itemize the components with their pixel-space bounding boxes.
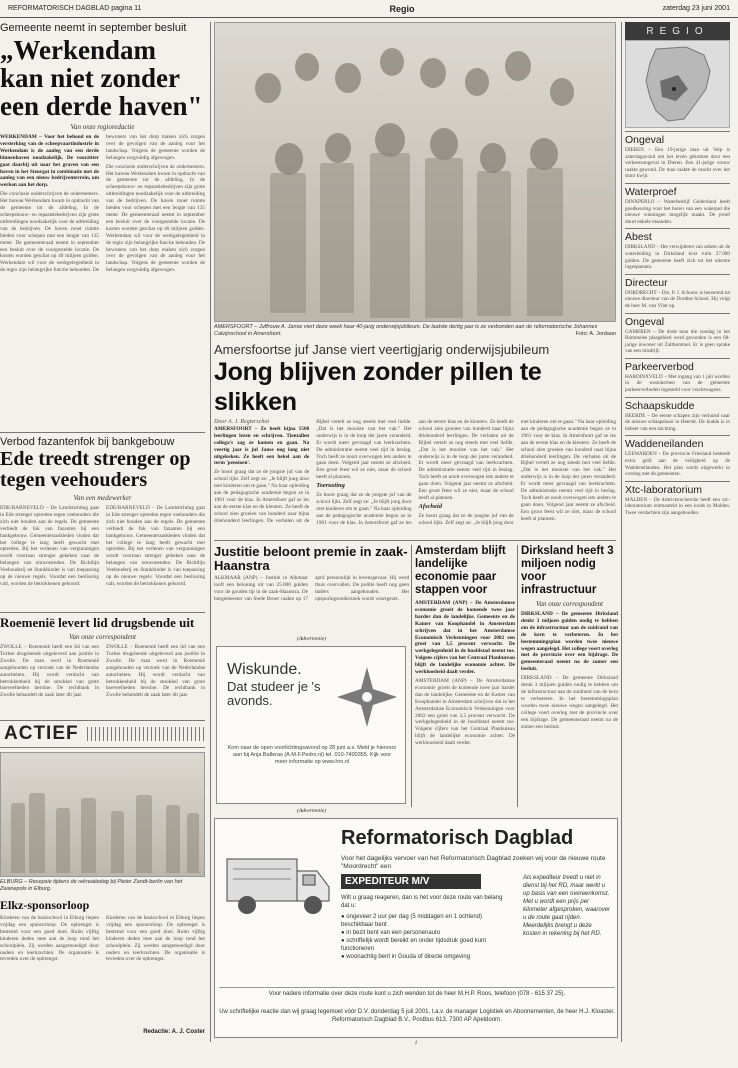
sidebar-item [625,481,730,517]
article-headline: Roemenië levert lid drugsbende uit [0,615,195,630]
sidebar-item-title: Waterproef [625,183,730,198]
article-headline: „Werkendam kan niet zonder een derde haven" [0,35,203,121]
sidebar-item-title: Directeur [625,274,730,289]
article-lead: WERKENDAM – Voor het behoud en de versterking van de scheepvaartindustrie in Werkendam is de aanleg van een derde binnenhaven noodzakelijk. De voorzitter gaat daarbij uit naar het graven van een haven in het Steurgat in combinatie met de aanleg van een nieuw bedrijventerrein, om werken aan het dorp. [0,134,99,189]
sidebar-item-body: DIEREN – Een 19-jarige man uit Velp is zaterdagavond om het leven gekomen door een verkeersongeval in Dieren. Een 41-jarige vrouw raakte gewond. De man raakte de macht over het stuur kwijt. [625,147,730,180]
sidebar-item-body: LEEWARDEN – De provincie Friesland besteedt extra geld aan de veiligheid op de Waddeneilanden. Het plan wordt uitgewerkt in overleg met de gemeenten. [625,451,730,478]
article-body: EDE/BARNEVELD – De Landstichting gaat in Ede strenger optreden tegen veehouders die zich niet houden aan de regels. De gemeente verbiedt de fok van fazanten bij een bankgebouw. Gemeenteraadsleden vinden dat het college te lang heeft gewacht met optreden. Bij het verlenen van vergunningen wordt voortaan strenger gekeken naar de belangen van omwonenden. De Richtlijn Veehouderij en Stankhinder is van toepassing op de nieuwe regels. Voordat een beslissing valt, worden de betrokkenen gehoord. [0,505,99,587]
sidebar-item-title: Ongeval [625,131,730,146]
sidebar-item [625,313,730,355]
article-haanstra [214,545,409,635]
divider [214,540,616,541]
photo-caption: ELBURG – Recepsie tijdens de rekreatiedag bij Pieter Zandt-berlin van het Zwanepols in Elburg. [0,879,183,892]
article-body: AMSTERDAM (ANP) – De Amsterdamse economie groeit de komende twee jaar harder dan de landelijke. Gemeente en de Kamer van Koophandel in Amsterdam schrijven dat in het Amsterdamse Economisch Verkenningen voor 2002 een groei van 3,5 procent verwacht. De werkgelegenheid in de hoofdstad neemt toe. Volgens cijfers van het Centraal Planbureau blijft de landelijke economie achter. De werkloosheid daalt verder. [415,600,515,676]
sidebar-item-title: Ongeval [625,313,730,328]
article-kicker: Verbod fazantenfok bij bankgebouw [0,436,175,448]
star-shape-icon [335,665,399,729]
ad-brand: ACTIEF [4,723,79,744]
map-netherlands [625,40,730,128]
sidebar-item [625,435,730,477]
delivery-van-icon [219,829,337,929]
ad-reformatorisch-dagblad[interactable] [214,818,618,1038]
article-body-2: Kinderen van de basisschool in Elburg liepen vrijdag een sponsorloop. De opbrengst is bestemd voor een goed doel. Ruim vijftig kinderen deden mee aan de loop rond het schoolplein. Zij werden aangemoedigd door ouders en leerkrachten. De organisatie is tevreden over de opbrengst. [106,915,205,963]
ad-bullet-3: ● schriftelijk wordt bereikt en onder tijdsdruk goed kunt functioneren [341,938,487,952]
ad-label: (Advertentie) [296,808,326,814]
sidebar-item-title: Parkeerverbod [625,358,730,373]
ad-job-title: EXPEDITEUR M/V [341,874,481,889]
article-headline: Elkz-sponsorloop [0,898,90,912]
article-byline: Van onze regioredactie [70,123,135,131]
header-date: zaterdag 23 juni 2001 [662,5,730,12]
ad-bullet-4: ● woonachtig bent in Gouda of directe omgeving [341,954,471,960]
header-section: Regio [389,3,415,14]
photo-main-caption [214,324,616,338]
page-number: 1 [414,1040,418,1046]
ad-apply: Uw schriftelijke reactie dan wij graag tegemoet vóór D.V. donderdag 5 juli 2001, t.a.v. de manager Logistiek en Abonnementen, de heer H.J. Kloaster, Reformatorisch Dagblad B.V., Postbus 613, 7300 AP Apeldoorn. [219,1009,615,1023]
sidebar-item-body: DORDRECHT – Drs. P. J. Schouw is benoemd tot nieuwe directeur van de Dordtse School. Hij volgt de heer M. van Vliet op. [625,289,730,309]
article-headline: Jong blijven zonder pillen te slikken [214,358,542,416]
netherlands-map-icon [626,41,729,127]
article-amsterdam [415,545,515,805]
editor-credit: Redactie: A. J. Coster [143,1029,205,1035]
article-body-2: AMSTERDAM (ANP) – De Amsterdamse economie groeit de komende twee jaar harder dan de landelijke. Gemeente en de Kamer van Koophandel in Amsterdam schrijven dat in het Amsterdamse Economisch Verkenningen voor 2002 een groei van 3,5 procent verwacht. De werkgelegenheid in de hoofdstad neemt toe. Volgens cijfers van het Centraal Planbureau blijft de landelijke economie achter. De werkloosheid daalt verder. [415,677,515,747]
article-body-2: Ze hoort graag dat ze de jongste juf van de school lijkt. Zelf zegt ze: „Je blijft jong door met kinderen om te gaan." Na haar opleiding aan de pedagogische academie begon ze in 1961 voor de klas. In Amersfoort gaf ze les aan de eerste klas en de kleuters. Ze heeft de school zien groeien van honderd naar bijna driehonderd leerlingen. De verhalen uit de Bijbel vertelt ze nog steeds met veel liefde. „Dat is het mooiste van het vak." Het onderwijs is in de loop der jaren veranderd. Er wordt meer gevraagd van leerkrachten. De administratie neemt veel tijd in beslag. Toch heeft ze nooit overwogen iets anders te gaan doen. Volgend jaar neemt ze afscheid. Een groot feest wil ze niet, maar de school heeft al plannen. [316,419,514,526]
sidebar-banner: REGIO [625,22,730,40]
article-roemenie [0,615,205,715]
article-body: Ze hoort graag dat ze de jongste juf van de school lijkt. Zelf zegt ze: „Je blijft jong door met kinderen om te gaan." Na haar opleiding aan de pedagogische academie begon ze in 1961 voor de klas. In Amersfoort gaf ze les aan de eerste klas en de kleuters. Ze heeft de school zien groeien van honderd naar bijna driehonderd leerlingen. De verhalen uit de Bijbel vertelt ze nog steeds met veel liefde. „Dat is het mooiste van het vak." Het onderwijs is in de loop der jaren veranderd. Er wordt meer gevraagd van leerkrachten. De administratie neemt veel tijd in beslag. Toch heeft ze nooit overwogen iets anders te gaan doen. Volgend jaar neemt ze afscheid. Een groot feest wil ze niet, maar de school heeft al plannen. [214,419,412,524]
sidebar-item-title: Schaapskudde [625,397,730,412]
ad-slogan: Dat studeer je 's avonds. [227,679,321,708]
article-dirksland [521,545,618,805]
sidebar-item-body: HEERDE – De eerste schapen zijn verhuisd naar de nieuwe schaapskooi in Heerde. De kudde is in beheer van een stichting. [625,412,730,432]
ad-title: Reformatorisch Dagblad [341,827,574,849]
ad-side-note: Als expediteur treedt u niet in dienst bij het RD, maar werkt u op basis van een overeenkomst. Met u wordt een prijs per kilometer afgesproken, waarover u de route gaat rijden. Meerdelijks brengt u deze kosten in rekening bij het RD. [523,875,611,937]
sidebar-item [625,183,730,225]
article-byline: Door A. J. Regterschot [214,419,270,425]
ad-bullet-1: ● ongeveer 2 uur per dag (5 middagen en 1 ochtend) beschikbaar bent [341,914,483,928]
article-headline: Amsterdam blijft landelijke economie paar stappen voor [415,545,506,596]
article-sponsorloop [0,898,205,1040]
ad-requirements-intro: Wilt u graag reageren, dan is het voor deze route van belang dat u: [341,895,503,909]
article-body-2: ZWOLLE – Roemenië heeft een lid van een Turkse drugsbende uitgeleverd aan justitie in Zwolle. De man werd in Roemenië aangehouden op verzoek van de Nederlandse autoriteiten. Hij wordt verdacht van betrokkenheid bij de smokkel van grote hoeveelheden heroïne. De rechtbank in Zwolle behandelt de zaak later dit jaar. [106,644,205,699]
column-rule [517,545,518,807]
ad-title: Wiskunde. [227,661,302,678]
article-headline: Ede treedt strenger op tegen veehouders [0,448,191,491]
article-body-2: Die conclusie onderschrijven de ondernemers. Het bureau Werkendam kwam in opdracht van de gemeente tot de afdeling. In de scheepsbouw- en reparatiebedrijven zijn grote uitbreidingen noodzakelijk voor de uitbreiding van de bedrijven. De haven moet ruimte bieden voor schepen met een lengte van 135 meter. De gemeenteraad neemt in september een besluit over de voorgestelde locatie. De kosten worden geschat op 40 miljoen gulden. Werkendam wil voor de werkgelegenheid in de regio zijn belangrijke functie behouden. De bewoners van het dorp maken zich zorgen over de gevolgen van de aanleg voor het landschap. Volgens de gemeente worden de belangen zorgvuldig afgewogen. [106,163,205,274]
ad-bullet-2: ● in bezit bent van een personenauto [341,930,441,936]
article-body: DIRKSLAND – De gemeente Dirksland denkt 3 miljoen gulden nodig te hebben om de infrastructuur aan de zuidrand van de kern te verbeteren. In het bestemmingsplan worden twee nieuwe wegen aangelegd. Het college voert overleg met de provincie over een bijdrage. De gemeenteraad neemt na de zomer een besluit. [521,611,618,673]
article-werkendam [0,22,205,427]
ad-body: Kom naar de open voorlichtingsavond op 28 juni a.s. Meld je hiervoor aan bij Anja Balleras (A.M.F.Pedro.nl) tel. 010-7400355. Kijk voor meer informatie op www.hro.nl [227,745,397,765]
article-body-2: EDE/BARNEVELD – De Landstichting gaat in Ede strenger optreden tegen veehouders die zich niet houden aan de regels. De gemeente verbiedt de fok van fazanten bij een bankgebouw. Gemeenteraadsleden vinden dat het college te lang heeft gewacht met optreden. Bij het verlenen van vergunningen wordt voortaan strenger gekeken naar de belangen van omwonenden. De Richtlijn Veehouderij en Stankhinder is van toepassing op de nieuwe regels. Voordat een beslissing valt, worden de betrokkenen gehoord. [106,505,205,587]
page-header [0,0,738,18]
article-byline: Van onze correspondent [535,600,603,608]
sidebar-regio [625,22,730,1022]
sidebar-item-title: Waddeneilanden [625,435,730,450]
article-headline: Justitie beloont premie in zaak-Haanstra [214,545,408,573]
column-rule [621,22,622,1042]
ad-label: (Advertentie) [296,636,326,642]
divider [0,612,205,613]
sidebar-item-title: Abest [625,228,730,243]
sidebar-item-body: MALDEN – De districtsrecherche heeft een xtc-laboratorium ontmanteld in een loods in Malden. Twee verdachten zijn aangehouden. [625,496,730,516]
article-kicker: Gemeente neemt in september besluit [0,22,187,34]
sidebar-item-body: GAMEREN – De dode man die zondag in het Bommelse plasgebied werd gevonden is een 68-jarige inwoner uit Zaltbommel. Er is geen sprake van een misdrijf. [625,328,730,355]
sidebar-item-body: DIRKSLAND – Het verwijderen van asbest uit de waterleiding in Dirksland kost ruim 27.000 gulden. De gemeente heeft zich tot het uiterste ingespannen. [625,244,730,271]
article-headline: Dirksland heeft 3 miljoen nodig voor infrastructuur [521,545,614,596]
caption-text: AMERSFOORT – Juffrouw A. Janse viert deze week haar 40-jarig onderwijsjubileum. De laatste dertig jaar is ze verbonden aan de reformatorische Johannes Calvijnschool in Amersfoort. [214,324,598,337]
article-kicker: Amersfoortse juf Janse viert veertigjarig onderwijsjubileum [214,342,550,357]
article-ede [0,436,205,608]
header-left: REFORMATORISCH DAGBLAD pagina 11 [8,5,142,12]
divider [0,432,205,433]
article-body: ZWOLLE – Roemenië heeft een lid van een Turkse drugsbende uitgeleverd aan justitie in Zwolle. De man werd in Roemenië aangehouden op verzoek van de Nederlandse autoriteiten. Hij wordt verdacht van betrokkenheid bij de smokkel van grote hoeveelheden heroïne. De rechtbank in Zwolle behandelt de zaak later dit jaar. [0,644,99,699]
article-body-3: Ze hoort graag dat ze de jongste juf van de school lijkt. Zelf zegt ze: „Je blijft jong door met kinderen om te gaan." Na haar opleiding aan de pedagogische academie begon ze in 1961 voor de klas. In Amersfoort gaf ze les aan de eerste klas en de kleuters. Ze heeft de school zien groeien van honderd naar bijna driehonderd leerlingen. De verhalen uit de Bijbel vertelt ze nog steeds met veel liefde. „Dat is het mooiste van het vak." Het onderwijs is in de loop der jaren veranderd. Er wordt meer gevraagd van leerkrachten. De administratie neemt veel tijd in beslag. Toch heeft ze nooit overwogen iets anders te gaan doen. Volgend jaar neemt ze afscheid. Een groot feest wil ze niet, maar de school heeft al plannen. [418,419,616,526]
sidebar-item-title: Xtc-laboratorium [625,481,730,496]
article-lead: AMERSFOORT – Ze heeft bijna 1500 leerlingen lezen en schrijven. Tientallen collega's zag ze komen en gaan. Na veertig jaar is juf Janse nog lang niet uitgekeken. Ze heeft een hekel aan de term 'pensioen'. [214,425,310,467]
ad-wiskunde[interactable] [216,646,406,804]
article-byline: Van een medewerker [73,494,132,502]
ad-actief[interactable] [0,720,205,748]
column-rule [210,22,211,1042]
sidebar-item-body: DINXPERLO – Waterbedrijf Gelderland heeft goedkeuring voor het boren van een waterput die nieuwe winningen mogelijk maakt. De proef duurt enkele maanden. [625,198,730,225]
column-rule [411,545,412,807]
article-jubileum [214,342,616,537]
article-body: Kinderen van de basisschool in Elburg liepen vrijdag een sponsorloop. De opbrengst is bestemd voor een goed doel. Ruim vijftig kinderen deden mee aan de loop rond het schoolplein. Zij werden aangemoedigd door ouders en leerkrachten. De organisatie is tevreden over de opbrengst. [0,915,99,963]
ad-info: Voor nadere informatie over deze route kunt u zich wenden tot de heer M.H.P. Roos, telefoon (078 - 615 37 25). [219,987,615,999]
photo-main-class [214,22,616,322]
ad-decoration [87,727,205,741]
photo-credit: Foto: A. Jordaan [575,330,616,337]
sidebar-item [625,397,730,433]
sidebar-item [625,358,730,394]
sidebar-item [625,228,730,270]
article-body: ALKMAAR (ANP) – Justitie in Alkmaar looft een beloning uit van 25.000 gulden voor de gouden tip in de zaak-Haanstra. De burgemeester van Stede Broec raakte op 17 april persoonlijk in levensgevaar. Hij werd thuis overvallen. De politie heeft nog geen daders aangehouden. Het opsporingsonderzoek wordt voortgezet. [214,575,409,602]
photo-elburg [0,752,205,877]
article-body: Die conclusie onderschrijven de ondernemers. Het bureau Werkendam kwam in opdracht van de gemeente tot de afdeling. In de scheepsbouw- en reparatiebedrijven zijn grote uitbreidingen noodzakelijk voor de uitbreiding van de bedrijven. De haven moet ruimte bieden voor schepen met een lengte van 135 meter. De gemeenteraad neemt in september een besluit over de voorgestelde locatie. De kosten worden geschat op 40 miljoen gulden. Werkendam wil voor de werkgelegenheid in de regio zijn belangrijke functie behouden. De bewoners van het dorp maken zich zorgen over de gevolgen van de aanleg voor het landschap. Volgens de gemeente worden de belangen zorgvuldig afgewogen. [0,134,205,274]
ad-intro: Voor het dagelijks vervoer van het Reformatorisch Dagblad zoeken wij voor de nieuwe route "Moordrecht" een [341,855,606,870]
sidebar-item-body: HARDINXVELD – Met ingang van 1 juli worden in de woonkernen van de gemeente parkeerverboden ingesteld voor vrachtwagens. [625,373,730,394]
article-body-2: DIRKSLAND – De gemeente Dirksland denkt 3 miljoen gulden nodig te hebben om de infrastructuur aan de zuidrand van de kern te verbeteren. In het bestemmingsplan worden twee nieuwe wegen aangelegd. Het college voert overleg met de provincie over een bijdrage. De gemeenteraad neemt na de zomer een besluit. [521,675,618,730]
sidebar-item [625,131,730,180]
article-byline: Van onze correspondent [68,633,136,641]
sidebar-item [625,274,730,310]
article-subhead: Afscheid [418,502,442,510]
article-subhead: Toerusting [316,482,345,490]
